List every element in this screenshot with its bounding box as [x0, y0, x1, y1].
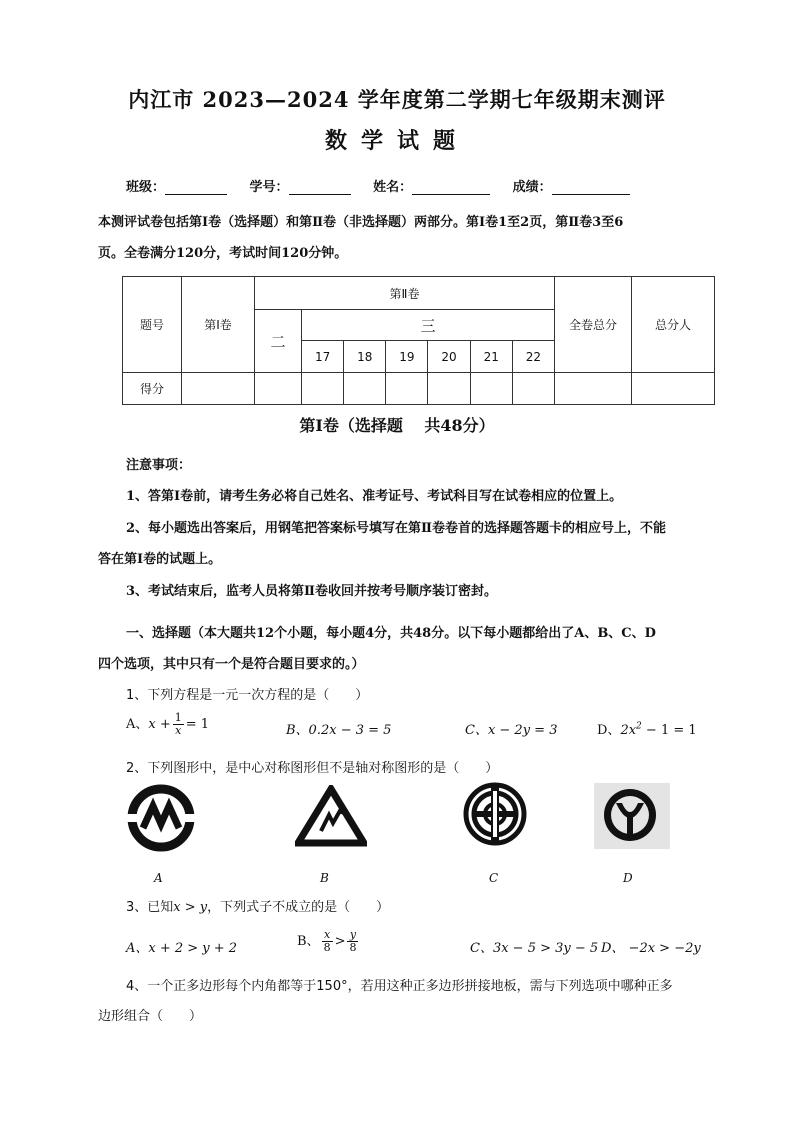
exam-subtitle: 数学试题 [324, 128, 469, 154]
name-blank [412, 180, 490, 195]
header-part2: 第Ⅱ卷 [255, 277, 555, 310]
q1-a-fraction [173, 712, 184, 737]
section-one-title: 第Ⅰ卷（选择题 共48分） [299, 416, 495, 435]
class-blank [165, 180, 227, 195]
q1-d-expr: 2x [620, 723, 637, 738]
intro-paragraph [98, 207, 718, 269]
score-table [122, 276, 715, 405]
score-label: 成绩： [512, 180, 552, 195]
header-q21: 21 [470, 341, 512, 373]
header-part1: 第Ⅰ卷 [182, 277, 255, 373]
header-topic: 题号 [123, 277, 182, 373]
q3-stem-expr: x > y [173, 900, 208, 915]
q1-option-d[interactable] [597, 719, 697, 738]
q1-option-b[interactable]: B、0.2x − 3 = 5 [286, 723, 392, 738]
q3-b-num-1: x [322, 929, 333, 942]
q1-a-label: A、 [126, 717, 149, 732]
student-id-label: 学号： [249, 180, 289, 195]
name-label: 姓名： [373, 180, 413, 195]
header-q22: 22 [512, 341, 554, 373]
student-id-blank [289, 180, 351, 195]
q2-figure-d-emblem-photo-icon [594, 783, 670, 849]
score-cell-q17[interactable] [302, 373, 344, 405]
header-q19: 19 [386, 341, 428, 373]
q4-line-1: 4、一个正多边形每个内角都等于150°，若用这种正多边形拼接地板，需与下列选项中哪种正多 [126, 979, 673, 994]
header-q20: 20 [428, 341, 470, 373]
note-1: 1、答第Ⅰ卷前，请考生务必将自己姓名、准考证号、考试科目写在试卷相应的位置上。 [126, 489, 623, 504]
note-2a: 2、每小题选出答案后，用钢笔把答案标号填写在第Ⅱ卷卷首的选择题答题卡的相应号上，不能 [126, 521, 667, 536]
q3-b-den-2: 8 [349, 941, 357, 954]
q3-option-a[interactable]: A、x + 2 > y + 2 [126, 941, 238, 956]
q2-stem: 2、下列图形中，是中心对称图形但不是轴对称图形的是（ ） [126, 761, 499, 776]
q3-stem [126, 896, 389, 915]
q2-figure-a-swirl-icon [127, 784, 195, 852]
student-info-row [126, 176, 648, 195]
q3-option-b[interactable] [297, 929, 360, 954]
q3-b-den-1: 8 [323, 941, 331, 954]
score-cell-q22[interactable] [512, 373, 554, 405]
score-cell-two[interactable] [255, 373, 302, 405]
q3-b-frac-2 [347, 929, 358, 954]
q1-d-post: − 1 = 1 [641, 723, 697, 738]
score-blank [552, 180, 630, 195]
intro-line-2: 页。全卷满分120分，考试时间120分钟。 [98, 246, 348, 261]
score-cell-q21[interactable] [470, 373, 512, 405]
score-cell-q20[interactable] [428, 373, 470, 405]
score-cell-total[interactable] [555, 373, 632, 405]
header-grader: 总分人 [632, 277, 715, 373]
q1-a-den: x [175, 724, 182, 737]
part-one-line-1: 一、选择题（本大题共12个小题，每小题4分，共48分。以下每小题都给出了A、B、C、D [126, 626, 656, 641]
q2-label-a: A [154, 871, 163, 885]
q2-figure-b-warning-triangle-icon [295, 785, 367, 847]
part-one-line-2: 四个选项，其中只有一个是符合题目要求的。） [98, 657, 365, 672]
q1-a-num: 1 [174, 711, 182, 724]
q2-figure-c-circle-emblem-icon [462, 781, 528, 847]
header-q17: 17 [302, 341, 344, 373]
score-cell-q18[interactable] [344, 373, 386, 405]
header-section-two: 二 [255, 310, 302, 373]
note-2b: 答在第Ⅰ卷的试题上。 [98, 552, 222, 567]
q1-d-sup: 2 [636, 721, 642, 732]
q4-line-2: 边形组合（ ） [98, 1009, 203, 1024]
header-total: 全卷总分 [555, 277, 632, 373]
score-cell-q19[interactable] [386, 373, 428, 405]
q3-b-num-2: y [347, 929, 358, 942]
notes-heading: 注意事项： [126, 458, 192, 473]
q1-a-pre: x + [148, 717, 171, 732]
header-section-three: 三 [302, 310, 555, 341]
note-3: 3、考试结束后，监考人员将第Ⅱ卷收回并按考号顺序装订密封。 [126, 584, 498, 599]
q1-d-label: D、 [597, 723, 621, 738]
row-score-label: 得分 [123, 373, 182, 405]
q3-option-d[interactable]: D、 −2x > −2y [601, 941, 701, 956]
q3-stem-pre: 3、已知 [126, 900, 174, 915]
q1-a-post: = 1 [185, 717, 210, 732]
q3-stem-post: ，下列式子不成立的是（ ） [207, 900, 390, 915]
header-q18: 18 [344, 341, 386, 373]
class-label: 班级： [126, 180, 166, 195]
q3-b-label: B、 [297, 934, 320, 949]
q2-label-d: D [623, 871, 633, 885]
q1-option-a[interactable] [126, 712, 209, 737]
q3-b-op: > [334, 934, 346, 949]
intro-line-1: 本测评试卷包括第Ⅰ卷（选择题）和第Ⅱ卷（非选择题）两部分。第Ⅰ卷1至2页，第Ⅱ卷3至6 [98, 215, 624, 230]
q2-label-b: B [320, 871, 329, 885]
q1-stem: 1、下列方程是一元一次方程的是（ ） [126, 688, 369, 703]
q3-option-c[interactable]: C、3x − 5 > 3y − 5 [470, 941, 599, 956]
q1-option-c[interactable]: C、x − 2y = 3 [465, 723, 558, 738]
score-cell-part1[interactable] [182, 373, 255, 405]
q2-label-c: C [489, 871, 499, 885]
exam-title: 内江市 2023—2024 学年度第二学期七年级期末测评 [128, 87, 666, 112]
q3-b-frac-1 [322, 929, 333, 954]
score-cell-grader[interactable] [632, 373, 715, 405]
